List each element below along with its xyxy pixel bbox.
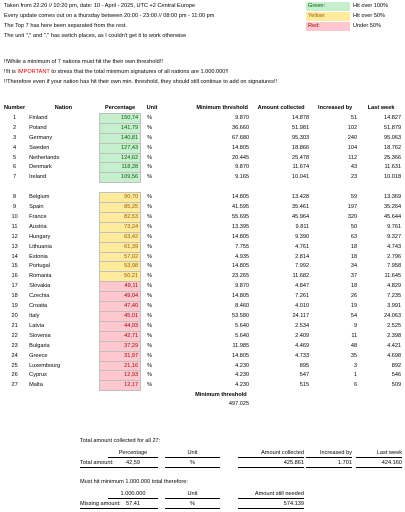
cell-min-threshold: 14.805 bbox=[232, 293, 250, 300]
col-percentage: Percentage bbox=[105, 105, 136, 111]
cell-nation: Sweden bbox=[29, 144, 50, 151]
cell-amount-collected: 11.674 bbox=[292, 164, 310, 171]
table-row bbox=[2, 143, 403, 153]
cell-percentage: 85,25 bbox=[100, 203, 141, 213]
cell-nation: Finland bbox=[29, 114, 48, 121]
cell-unit: % bbox=[147, 352, 153, 359]
header-line-7: !!Therefore even if your nation has hit their own min. threshold, they should still continue to add on signatures!! bbox=[4, 79, 278, 85]
cell-unit: % bbox=[147, 273, 153, 280]
cell-min-threshold: 5.640 bbox=[235, 332, 250, 339]
cell-increased-by: 23 bbox=[350, 174, 358, 181]
header-line-6 bbox=[4, 69, 229, 76]
summary-total-pct: 42,59 bbox=[108, 459, 158, 468]
cell-increased-by: 9 bbox=[354, 322, 358, 329]
separator bbox=[2, 183, 403, 193]
cell-unit: % bbox=[147, 124, 153, 131]
cell-unit: % bbox=[147, 164, 153, 171]
legend-yellow-label: Yellow: bbox=[306, 12, 350, 21]
cell-percentage: 53,98 bbox=[100, 262, 141, 272]
cell-unit: % bbox=[147, 372, 153, 379]
cell-nation: Lithuania bbox=[29, 243, 52, 250]
cell-increased-by: 320 bbox=[347, 213, 358, 220]
cell-increased-by: 35 bbox=[350, 352, 358, 359]
cell-number: 27 bbox=[11, 382, 18, 389]
cell-unit: % bbox=[147, 303, 153, 310]
cell-unit: % bbox=[147, 223, 153, 230]
cell-increased-by: 104 bbox=[347, 144, 358, 151]
legend-red-text: Under 50% bbox=[353, 23, 381, 29]
cell-last-week: 11.645 bbox=[384, 273, 402, 280]
summary-total-unit: % bbox=[165, 459, 220, 468]
cell-unit: % bbox=[147, 144, 153, 151]
cell-unit: % bbox=[147, 213, 153, 220]
cell-number: 21 bbox=[11, 322, 18, 329]
cell-unit: % bbox=[147, 154, 153, 161]
cell-percentage: 42,71 bbox=[100, 331, 141, 341]
cell-min-threshold: 11.985 bbox=[232, 342, 250, 349]
table-row bbox=[2, 272, 403, 282]
summary-missing-label: Missing amount: bbox=[80, 501, 121, 507]
cell-nation: Portugal bbox=[29, 263, 50, 270]
cell-number: 8 bbox=[13, 194, 17, 201]
cell-increased-by: 112 bbox=[348, 154, 358, 161]
table-row bbox=[2, 203, 403, 213]
cell-increased-by: 19 bbox=[350, 303, 358, 310]
cell-last-week: 4.743 bbox=[387, 243, 402, 250]
table-row bbox=[2, 331, 403, 341]
cell-increased-by: 6 bbox=[354, 382, 358, 389]
cell-increased-by: 102 bbox=[347, 124, 358, 131]
cell-percentage: 49,04 bbox=[100, 292, 141, 302]
cell-number: 23 bbox=[11, 342, 18, 349]
cell-number: 19 bbox=[11, 303, 18, 310]
cell-amount-collected: 4.733 bbox=[295, 352, 310, 359]
cell-amount-collected: 7.261 bbox=[295, 293, 310, 300]
cell-increased-by: 18 bbox=[350, 253, 358, 260]
cell-nation: Cyprus bbox=[29, 372, 47, 379]
cell-last-week: 2.525 bbox=[387, 322, 402, 329]
cell-number: 3 bbox=[13, 134, 17, 141]
cell-last-week: 509 bbox=[391, 382, 402, 389]
cell-min-threshold: 9.870 bbox=[235, 164, 250, 171]
table-row bbox=[2, 351, 403, 361]
table-row bbox=[2, 361, 403, 371]
cell-unit: % bbox=[147, 263, 153, 270]
cell-last-week: 2.796 bbox=[387, 253, 402, 260]
table-row bbox=[2, 371, 403, 381]
summary-total-amount: 425.861 bbox=[238, 459, 304, 468]
cell-min-threshold: 53.580 bbox=[232, 313, 250, 320]
cell-number: 10 bbox=[11, 213, 18, 220]
cell-percentage: 31,97 bbox=[100, 351, 141, 361]
cell-nation: Denmark bbox=[29, 164, 52, 171]
cell-nation: Austria bbox=[29, 223, 47, 230]
cell-nation: Bulgaria bbox=[29, 342, 50, 349]
cell-nation: Slovakia bbox=[29, 283, 51, 290]
cell-amount-collected: 14.878 bbox=[292, 114, 310, 121]
cell-increased-by: 26 bbox=[350, 293, 358, 300]
cell-number: 14 bbox=[11, 253, 18, 260]
cell-min-threshold: 55.695 bbox=[232, 213, 250, 220]
cell-percentage: 109,56 bbox=[100, 173, 141, 183]
cell-min-threshold: 14.805 bbox=[232, 352, 250, 359]
cell-percentage: 124,62 bbox=[100, 153, 141, 163]
cell-nation: France bbox=[29, 213, 47, 220]
cell-amount-collected: 4.847 bbox=[295, 283, 310, 290]
table-row bbox=[2, 123, 403, 133]
summary-missing-pct: 57,41 bbox=[108, 500, 158, 509]
cell-min-threshold: 67.680 bbox=[232, 134, 250, 141]
table-row bbox=[2, 292, 403, 302]
cell-nation: Greece bbox=[29, 352, 48, 359]
cell-amount-collected: 4.469 bbox=[295, 342, 310, 349]
cell-last-week: 3.991 bbox=[387, 303, 402, 310]
cell-number: 24 bbox=[11, 352, 18, 359]
cell-amount-collected: 24.117 bbox=[292, 313, 310, 320]
cell-percentage: 141,79 bbox=[100, 123, 141, 133]
cell-unit: % bbox=[147, 114, 153, 121]
cell-min-threshold: 14.805 bbox=[232, 263, 250, 270]
cell-number: 20 bbox=[11, 313, 18, 320]
cell-min-threshold: 4.230 bbox=[235, 372, 250, 379]
cell-percentage: 63,42 bbox=[100, 232, 141, 242]
table-row bbox=[2, 341, 403, 351]
table-row bbox=[2, 321, 403, 331]
cell-min-threshold: 9.870 bbox=[235, 283, 250, 290]
cell-number: 25 bbox=[11, 362, 18, 369]
cell-number: 17 bbox=[11, 283, 18, 290]
cell-min-threshold: 9.165 bbox=[235, 174, 250, 181]
cell-percentage: 44,93 bbox=[100, 321, 141, 331]
cell-unit: % bbox=[147, 322, 153, 329]
cell-nation: Netherlands bbox=[29, 154, 60, 161]
cell-unit: % bbox=[147, 283, 153, 290]
cell-nation: Malta bbox=[29, 382, 43, 389]
cell-percentage: 12,93 bbox=[100, 371, 141, 381]
cell-increased-by: 37 bbox=[350, 273, 358, 280]
cell-unit: % bbox=[147, 243, 153, 250]
cell-amount-collected: 2.409 bbox=[295, 332, 310, 339]
cell-increased-by: 18 bbox=[350, 283, 358, 290]
cell-increased-by: 50 bbox=[350, 223, 358, 230]
cell-unit: % bbox=[147, 293, 153, 300]
table-row bbox=[2, 133, 403, 143]
cell-percentage: 82,53 bbox=[100, 212, 141, 222]
header-line-5: !!While a minimum of 7 nations must hit the their own threshold!! bbox=[4, 59, 163, 65]
cell-amount-collected: 4.010 bbox=[295, 303, 310, 310]
table-row bbox=[2, 113, 403, 123]
cell-last-week: 51.879 bbox=[384, 124, 402, 131]
cell-increased-by: 240 bbox=[347, 134, 358, 141]
header-line-3: The Top 7 has here been separated from the rest. bbox=[4, 23, 128, 29]
summary-h-increased: Increased by bbox=[306, 449, 352, 458]
cell-unit: % bbox=[147, 204, 153, 211]
cell-increased-by: 1 bbox=[354, 372, 358, 379]
cell-min-threshold: 4.230 bbox=[235, 382, 250, 389]
table-row bbox=[2, 232, 403, 242]
cell-percentage: 49,11 bbox=[100, 282, 141, 292]
cell-last-week: 18.762 bbox=[384, 144, 402, 151]
cell-increased-by: 59 bbox=[350, 194, 358, 201]
cell-last-week: 9.327 bbox=[387, 233, 402, 240]
cell-percentage: 140,81 bbox=[100, 133, 141, 143]
cell-nation: Belgium bbox=[29, 194, 50, 201]
cell-number: 1 bbox=[13, 114, 17, 121]
cell-min-threshold: 20.445 bbox=[232, 154, 250, 161]
threshold-total bbox=[2, 391, 403, 409]
legend-green bbox=[306, 2, 403, 11]
cell-number: 22 bbox=[11, 332, 18, 339]
legend-red-label: Red: bbox=[306, 22, 350, 31]
cell-amount-collected: 9.811 bbox=[295, 223, 310, 230]
table-row bbox=[2, 212, 403, 222]
summary-total-last-week: 424.160 bbox=[356, 459, 402, 468]
cell-unit: % bbox=[147, 194, 153, 201]
cell-amount-collected: 2.814 bbox=[295, 253, 310, 260]
cell-last-week: 7.958 bbox=[387, 263, 402, 270]
min-threshold-total-value: 497.025 bbox=[228, 401, 250, 408]
cell-percentage: 57,02 bbox=[100, 252, 141, 262]
cell-number: 2 bbox=[13, 124, 17, 131]
cell-percentage: 45,01 bbox=[100, 312, 141, 322]
cell-last-week: 7.235 bbox=[387, 293, 402, 300]
cell-number: 15 bbox=[11, 263, 18, 270]
cell-min-threshold: 14.805 bbox=[232, 144, 250, 151]
cell-nation: Luxembourg bbox=[29, 362, 61, 369]
cell-last-week: 4.829 bbox=[387, 283, 402, 290]
summary-total-label: Total amount: bbox=[80, 460, 114, 466]
cell-percentage: 73,24 bbox=[100, 222, 141, 232]
cell-number: 12 bbox=[11, 233, 18, 240]
important-note: !!It is IMPORTANT to stress that the total minimum signatures of all nations are 1.000.000!! bbox=[4, 69, 229, 75]
cell-last-week: 11.631 bbox=[384, 164, 402, 171]
table-row bbox=[2, 381, 403, 391]
cell-unit: % bbox=[147, 134, 153, 141]
table-row bbox=[2, 193, 403, 203]
cell-last-week: 4.421 bbox=[387, 342, 402, 349]
cell-increased-by: 3 bbox=[354, 362, 358, 369]
cell-min-threshold: 4.230 bbox=[235, 362, 250, 369]
cell-percentage: 61,39 bbox=[100, 242, 141, 252]
cell-percentage: 21,16 bbox=[100, 361, 141, 371]
cell-percentage: 50,21 bbox=[100, 272, 141, 282]
cell-percentage: 118,28 bbox=[100, 163, 141, 173]
table-row bbox=[2, 222, 403, 232]
cell-percentage: 47,40 bbox=[100, 302, 141, 312]
cell-number: 6 bbox=[13, 164, 17, 171]
table-row bbox=[2, 153, 403, 163]
cell-amount-collected: 11.682 bbox=[292, 273, 310, 280]
table-header-row bbox=[2, 104, 403, 113]
summary-missing-unit: % bbox=[165, 500, 220, 509]
cell-nation: Ireland bbox=[29, 174, 47, 181]
header-line-4: The unit "," and "." has switch places, as I couldn't get it to work otherwise bbox=[4, 33, 187, 39]
cell-increased-by: 34 bbox=[350, 263, 358, 270]
summary-missing-title: Must hit minimum 1.000.000 total therefore: bbox=[80, 479, 188, 485]
col-number: Number bbox=[4, 105, 26, 112]
cell-last-week: 13.369 bbox=[384, 194, 402, 201]
cell-number: 11 bbox=[11, 223, 18, 230]
cell-unit: % bbox=[147, 382, 153, 389]
legend-green-label: Green: bbox=[306, 2, 350, 11]
table-row bbox=[2, 163, 403, 173]
cell-amount-collected: 4.761 bbox=[295, 243, 310, 250]
table-row bbox=[2, 302, 403, 312]
cell-percentage: 90,70 bbox=[100, 193, 141, 203]
cell-nation: Germany bbox=[29, 134, 53, 141]
cell-amount-collected: 51.981 bbox=[292, 124, 310, 131]
cell-increased-by: 43 bbox=[350, 164, 358, 171]
cell-amount-collected: 18.866 bbox=[292, 144, 310, 151]
important-word: IMPORTANT bbox=[17, 69, 50, 75]
cell-nation: Poland bbox=[29, 124, 47, 131]
cell-last-week: 95.063 bbox=[384, 134, 402, 141]
cell-min-threshold: 41.595 bbox=[232, 204, 250, 211]
cell-min-threshold: 14.805 bbox=[232, 233, 250, 240]
cell-amount-collected: 9.390 bbox=[295, 233, 310, 240]
cell-min-threshold: 36.660 bbox=[232, 124, 250, 131]
cell-last-week: 14.827 bbox=[384, 114, 402, 121]
cell-min-threshold: 23.265 bbox=[232, 273, 250, 280]
cell-nation: Romania bbox=[29, 273, 52, 280]
cell-nation: Italy bbox=[29, 313, 40, 320]
legend-green-text: Hit over 100% bbox=[353, 3, 389, 9]
col-last-week: Last week bbox=[367, 105, 395, 112]
cell-min-threshold: 7.755 bbox=[235, 243, 250, 250]
cell-percentage: 127,43 bbox=[100, 143, 141, 153]
cell-min-threshold: 13.395 bbox=[232, 223, 250, 230]
cell-nation: Croatia bbox=[29, 303, 48, 310]
cell-amount-collected: 2.534 bbox=[295, 322, 310, 329]
cell-last-week: 24.063 bbox=[384, 313, 402, 320]
cell-nation: Slovenia bbox=[29, 332, 51, 339]
summary-h-amount: Amount collected bbox=[238, 449, 304, 458]
cell-last-week: 4.698 bbox=[387, 352, 402, 359]
cell-amount-collected: 25.478 bbox=[292, 154, 310, 161]
summary-total-title: Total amount collected for all 27: bbox=[80, 438, 161, 444]
table-row bbox=[2, 242, 403, 252]
color-legend bbox=[306, 2, 403, 32]
table-row bbox=[2, 262, 403, 272]
cell-last-week: 25.366 bbox=[384, 154, 402, 161]
cell-unit: % bbox=[147, 174, 153, 181]
summary-h-unit: Unit bbox=[165, 449, 220, 458]
legend-red bbox=[306, 22, 403, 31]
top7-rows bbox=[2, 113, 403, 182]
signature-table bbox=[2, 104, 403, 409]
summary-h-unit-2: Unit bbox=[165, 490, 220, 499]
table-row bbox=[2, 252, 403, 262]
table-row bbox=[2, 282, 403, 292]
cell-unit: % bbox=[147, 362, 153, 369]
cell-last-week: 9.761 bbox=[387, 223, 402, 230]
cell-increased-by: 11 bbox=[351, 332, 358, 339]
cell-amount-collected: 895 bbox=[299, 362, 310, 369]
cell-last-week: 546 bbox=[391, 372, 402, 379]
header-line-2: Every update comes out on a thursday between 20:00 - 23:00 // 08:00 pm - 11:00 pm bbox=[4, 13, 215, 19]
cell-amount-collected: 547 bbox=[299, 372, 310, 379]
rest-rows bbox=[2, 193, 403, 391]
cell-number: 7 bbox=[13, 174, 17, 181]
cell-percentage: 37,29 bbox=[100, 341, 141, 351]
cell-last-week: 45.644 bbox=[384, 213, 402, 220]
cell-nation: Spain bbox=[29, 204, 44, 211]
cell-number: 18 bbox=[11, 293, 18, 300]
cell-nation: Hungary bbox=[29, 233, 51, 240]
cell-amount-collected: 10.041 bbox=[292, 174, 310, 181]
cell-amount-collected: 515 bbox=[299, 382, 310, 389]
cell-last-week: 10.018 bbox=[384, 174, 402, 181]
cell-last-week: 35.264 bbox=[384, 204, 402, 211]
cell-increased-by: 48 bbox=[350, 342, 358, 349]
cell-increased-by: 197 bbox=[347, 204, 358, 211]
col-amount-collected: Amount collected bbox=[257, 105, 305, 112]
summary-h-last-week: Last week bbox=[356, 449, 402, 458]
cell-amount-collected: 45.964 bbox=[292, 213, 310, 220]
cell-nation: Latvia bbox=[29, 322, 45, 329]
summary-h-million: 1.000.000 bbox=[108, 490, 158, 499]
cell-last-week: 892 bbox=[391, 362, 402, 369]
cell-number: 16 bbox=[11, 273, 18, 280]
legend-yellow-text: Hit over 50% bbox=[353, 13, 386, 19]
cell-unit: % bbox=[147, 233, 153, 240]
cell-unit: % bbox=[147, 332, 153, 339]
cell-number: 5 bbox=[13, 154, 17, 161]
cell-min-threshold: 9.870 bbox=[235, 114, 250, 121]
cell-min-threshold: 4.935 bbox=[235, 253, 250, 260]
cell-unit: % bbox=[147, 313, 153, 320]
min-threshold-total-label: Minimum threshold bbox=[195, 392, 247, 398]
cell-min-threshold: 14.805 bbox=[232, 194, 250, 201]
summary-total-increased: 1.701 bbox=[306, 459, 352, 468]
header-line-1: Taken from 22:20 // 10:20 pm, date: 10 - April - 2025, UTC +2 Central Europe bbox=[4, 3, 196, 9]
cell-percentage: 12,17 bbox=[100, 381, 141, 391]
col-min-threshold: Minimum threshold bbox=[196, 105, 248, 112]
legend-yellow bbox=[306, 12, 403, 21]
col-nation: Nation bbox=[54, 105, 73, 112]
cell-amount-collected: 95.303 bbox=[292, 134, 310, 141]
cell-unit: % bbox=[147, 342, 153, 349]
cell-amount-collected: 35.461 bbox=[292, 204, 310, 211]
cell-nation: Estonia bbox=[29, 253, 48, 260]
summary-h-still-needed: Amount still needed bbox=[238, 490, 304, 499]
cell-amount-collected: 7.992 bbox=[295, 263, 310, 270]
table-row bbox=[2, 312, 403, 322]
cell-increased-by: 51 bbox=[350, 114, 358, 121]
cell-percentage: 150,74 bbox=[100, 113, 141, 123]
summary-still-needed: 574.139 bbox=[238, 500, 304, 509]
cell-increased-by: 54 bbox=[350, 313, 358, 320]
cell-unit: % bbox=[147, 253, 153, 260]
cell-number: 4 bbox=[13, 144, 17, 151]
col-increased-by: Increased by bbox=[318, 105, 353, 112]
cell-number: 13 bbox=[11, 243, 18, 250]
cell-number: 9 bbox=[13, 204, 17, 211]
cell-min-threshold: 5.640 bbox=[235, 322, 250, 329]
cell-min-threshold: 8.460 bbox=[235, 303, 250, 310]
col-unit: Unit bbox=[146, 105, 158, 112]
cell-number: 26 bbox=[11, 372, 18, 379]
table-row bbox=[2, 173, 403, 183]
cell-last-week: 2.398 bbox=[387, 332, 402, 339]
cell-amount-collected: 13.428 bbox=[292, 194, 310, 201]
cell-increased-by: 63 bbox=[350, 233, 358, 240]
cell-increased-by: 18 bbox=[350, 243, 358, 250]
summary-h-percentage: Percentage bbox=[108, 449, 158, 458]
cell-nation: Czechia bbox=[29, 293, 50, 300]
